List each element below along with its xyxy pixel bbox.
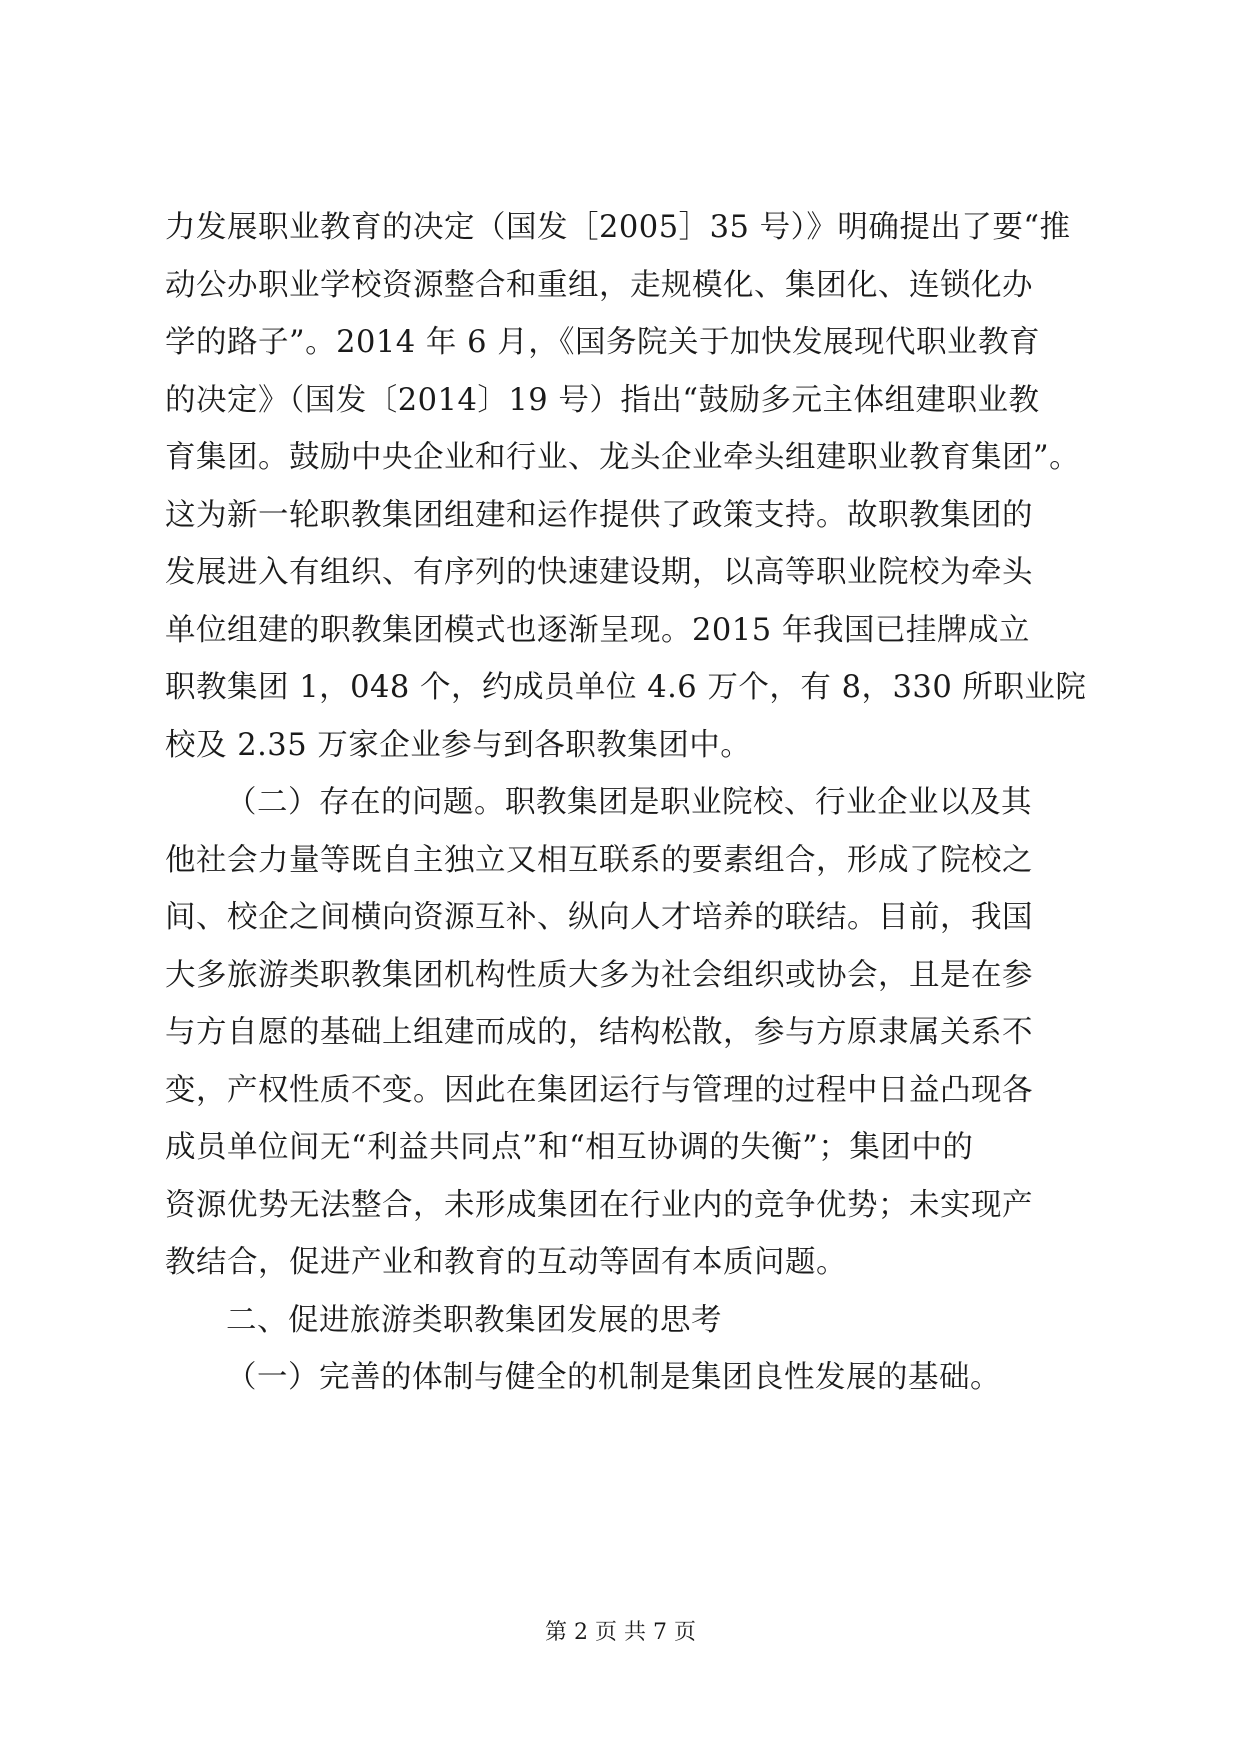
body-text-line: 的决定》（国发〔2014〕19 号）指出“鼓励多元主体组建职业教 xyxy=(165,383,1040,418)
body-text-line: 动公办职业学校资源整合和重组，走规模化、集团化、连锁化办 xyxy=(165,268,1033,303)
body-text-line: 力发展职业教育的决定（国发［2005］35 号）》明确提出了要“推 xyxy=(165,210,1071,245)
body-text-line: 发展进入有组织、有序列的快速建设期，以高等职业院校为牵头 xyxy=(165,555,1033,590)
body-text-line: 教结合，促进产业和教育的互动等固有本质问题。 xyxy=(165,1245,847,1280)
body-text-line: 学的路子”。2014 年 6 月，《国务院关于加快发展现代职业教育 xyxy=(165,325,1040,360)
body-text-line: 成员单位间无“利益共同点”和“相互协调的失衡”；集团中的 xyxy=(165,1130,974,1165)
body-text-line: 变，产权性质不变。因此在集团运行与管理的过程中日益凸现各 xyxy=(165,1073,1033,1108)
body-text-line: 单位组建的职教集团模式也逐渐呈现。2015 年我国已挂牌成立 xyxy=(165,613,1030,648)
body-text-line: 与方自愿的基础上组建而成的，结构松散，参与方原隶属关系不 xyxy=(165,1015,1033,1050)
body-text-line: 他社会力量等既自主独立又相互联系的要素组合，形成了院校之 xyxy=(165,843,1033,878)
section-heading: 二、促进旅游类职教集团发展的思考 xyxy=(226,1303,722,1338)
body-text-line: 校及 2.35 万家企业参与到各职教集团中。 xyxy=(165,728,752,763)
page-number-footer: 第 2 页 共 7 页 xyxy=(545,1620,696,1645)
body-text-line: 资源优势无法整合，未形成集团在行业内的竞争优势；未实现产 xyxy=(165,1188,1033,1223)
body-text-line: 大多旅游类职教集团机构性质大多为社会组织或协会，且是在参 xyxy=(165,958,1033,993)
subsection-heading: （一）完善的体制与健全的机制是集团良性发展的基础。 xyxy=(226,1360,1001,1395)
body-text-line: 间、校企之间横向资源互补、纵向人才培养的联结。目前，我国 xyxy=(165,900,1033,935)
body-text-line: 这为新一轮职教集团组建和运作提供了政策支持。故职教集团的 xyxy=(165,498,1033,533)
body-text-line: 育集团。鼓励中央企业和行业、龙头企业牵头组建职业教育集团”。 xyxy=(165,440,1081,475)
paragraph-first-line: （二）存在的问题。职教集团是职业院校、行业企业以及其 xyxy=(226,785,1032,820)
body-text-line: 职教集团 1，048 个，约成员单位 4.6 万个，有 8，330 所职业院 xyxy=(165,670,1087,705)
